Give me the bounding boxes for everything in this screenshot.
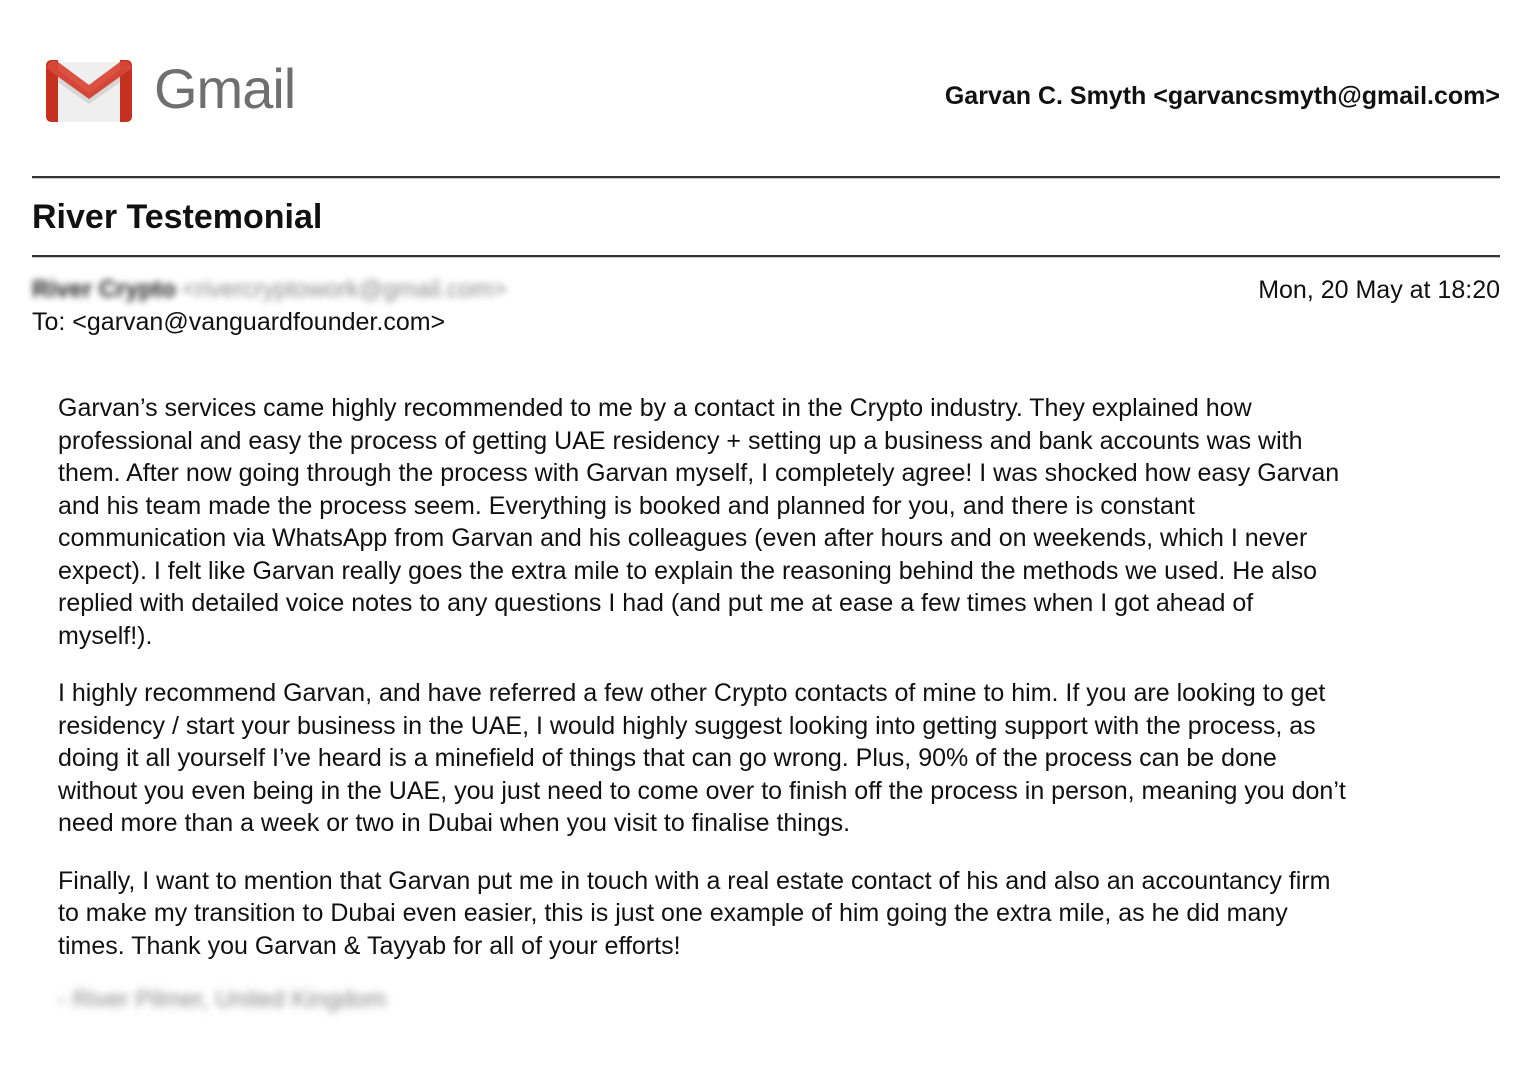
print-header	[32, 52, 1500, 132]
sender	[32, 276, 507, 304]
body-paragraph-2: I highly recommend Garvan, and have referred a few other Crypto contacts of mine to him. If you are looking to get residency / start your business in the UAE, I would highly suggest looking into getting support with the process, as doing it all yourself I’ve heard is a minefield of things that can go wrong. Plus, 90% of the process can be done without you even being in the UAE, you just need to come over to finish off the process in person, meaning you don’t need more than a week or two in Dubai when you visit to finalise things.	[58, 679, 1346, 837]
recipient: To: <garvan@vanguardfounder.com>	[32, 308, 446, 336]
divider-top	[32, 176, 1500, 179]
sender-name: River Crypto	[32, 276, 177, 303]
signature: - River Pilmer, United Kingdom	[58, 986, 387, 1013]
divider-bottom	[32, 255, 1500, 258]
gmail-logo	[44, 58, 295, 124]
account-identity: Garvan C. Smyth <garvancsmyth@gmail.com>	[944, 82, 1500, 110]
sender-email: <rivercryptowork@gmail.com>	[182, 276, 507, 303]
body-paragraph-3: Finally, I want to mention that Garvan put me in touch with a real estate contact of his and also an accountancy firm to make my transition to Dubai even easier, this is just one example of him going the extra mile, as he did many times. Thank you Garvan & Tayyab for all of your efforts!	[58, 866, 1331, 960]
message-subject: River Testemonial	[32, 198, 323, 236]
gmail-envelope-icon	[44, 58, 134, 124]
gmail-wordmark: Gmail	[154, 57, 296, 120]
message-body	[58, 392, 1498, 987]
body-paragraph-1: Garvan’s services came highly recommended to me by a contact in the Crypto industry. They explained how professional and easy the process of getting UAE residency + setting up a business and bank accounts was with them. After now going through the process with Garvan myself, I completely agree! I was shocked how easy Garvan and his team made the process seem. Everything is booked and planned for you, and there is constant communication via WhatsApp from Garvan and his colleagues (even after hours and on weekends, which I never expect). I felt like Garvan really goes the extra mile to explain the reasoning behind the methods we used. He also replied with detailed voice notes to any questions I had (and put me at ease a few times when I got ahead of myself!).	[58, 394, 1340, 650]
message-date: Mon, 20 May at 18:20	[1258, 276, 1500, 304]
